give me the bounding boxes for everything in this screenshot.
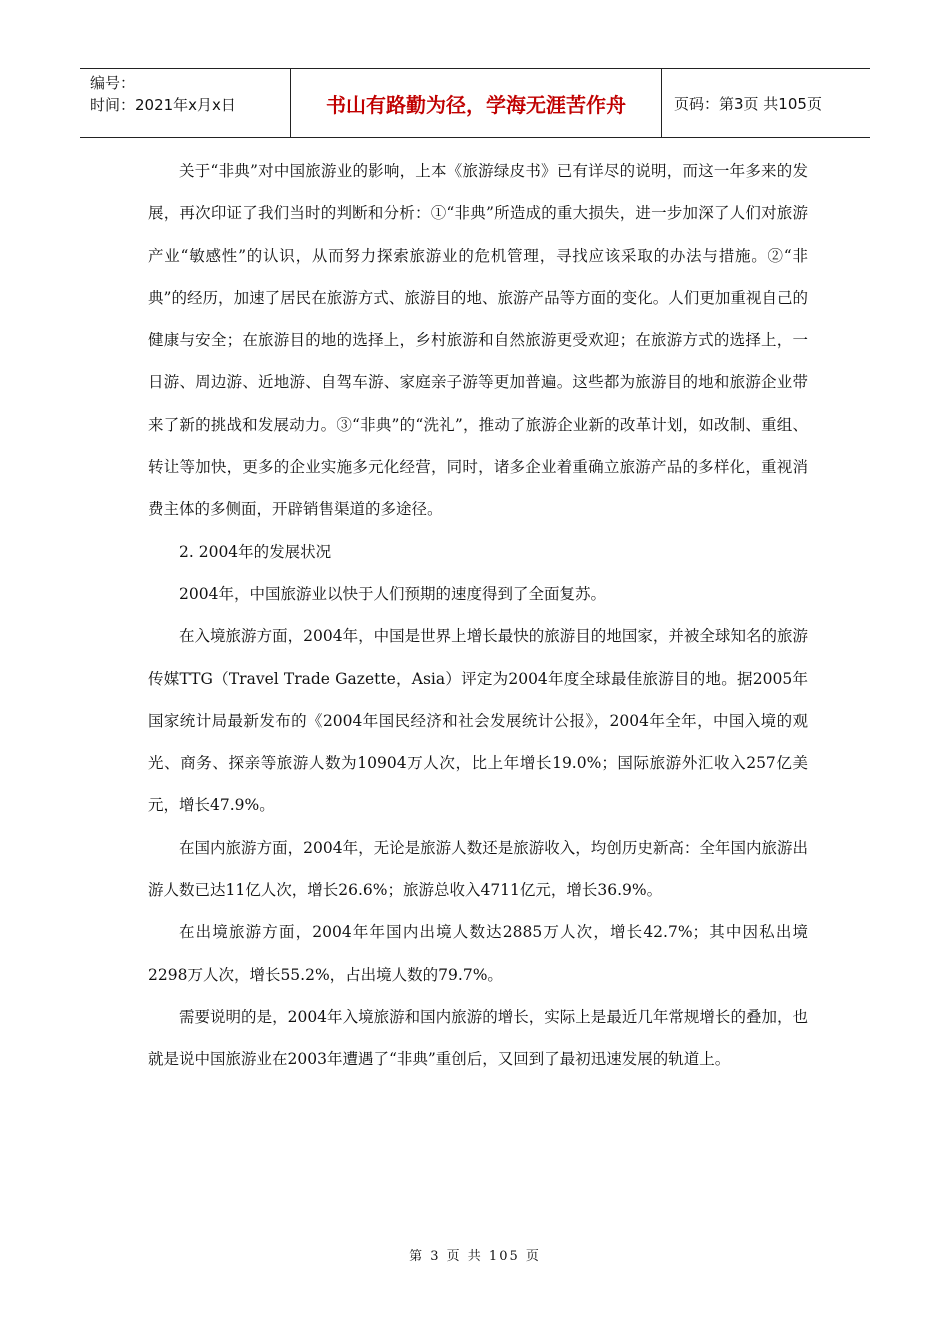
page-number-text: 页码：第3页 共105页 [674, 94, 822, 113]
motto-text: 书山有路勤为径，学海无涯苦作舟 [326, 92, 626, 117]
header-page-number [662, 69, 870, 137]
footer-page-number: 第 3 页 共 105 页 [409, 1249, 541, 1264]
page-header [80, 68, 870, 138]
document-number: 编号： [90, 74, 136, 92]
document-date: 时间：2021年x月x日 [90, 96, 236, 114]
page-footer [0, 1245, 950, 1264]
paragraph: 关于“非典”对中国旅游业的影响，上本《旅游绿皮书》已有详尽的说明，而这一年多来的发展，再次印证了我们当时的判断和分析：①“非典”所造成的重大损失，进一步加深了人们对旅游产业“敏感性”的认识，从而努力探索旅游业的危机管理，寻找应该采取的办法与措施。②“非典”的经历，加速了居民在旅游方式、旅游目的地、旅游产品等方面的变化。人们更加重视自己的健康与安全；在旅游目的地的选择上，乡村旅游和自然旅游更受欢迎；在旅游方式的选择上，一日游、周边游、近地游、自驾车游、家庭亲子游等更加普遍。这些都为旅游目的地和旅游企业带来了新的挑战和发展动力。③“非典”的“洗礼”，推动了旅游企业新的改革计划，如改制、重组、转让等加快，更多的企业实施多元化经营，同时，诸多企业着重确立旅游产品的多样化，重视消费主体的多侧面，开辟销售渠道的多途径。 [148, 162, 808, 519]
document-body [148, 150, 808, 1081]
paragraph: 在国内旅游方面，2004年，无论是旅游人数还是旅游收入，均创历史新高：全年国内旅游出游人数已达11亿人次，增长26.6%；旅游总收入4711亿元，增长36.9%。 [148, 838, 808, 900]
section-heading: 2. 2004年的发展状况 [179, 542, 332, 561]
paragraph: 在出境旅游方面，2004年年国内出境人数达2885万人次，增长42.7%；其中因私出境2298万人次，增长55.2%，占出境人数的79.7%。 [148, 923, 808, 984]
header-motto [291, 69, 662, 137]
paragraph: 需要说明的是，2004年入境旅游和国内旅游的增长，实际上是最近几年常规增长的叠加，也就是说中国旅游业在2003年遭遇了“非典”重创后，又回到了最初迅速发展的轨道上。 [148, 1007, 808, 1069]
paragraph: 在入境旅游方面，2004年，中国是世界上增长最快的旅游目的地国家，并被全球知名的旅游传媒TTG（Travel Trade Gazette，Asia）评定为2004年度全球最佳旅游目的地。据2005年国家统计局最新发布的《2004年国民经济和社会发展统计公报》，2004年全年，中国入境的观光、商务、探亲等旅游人数为10904万人次，比上年增长19.0%；国际旅游外汇收入257亿美元，增长47.9%。 [148, 627, 808, 815]
paragraph: 2004年，中国旅游业以快于人们预期的速度得到了全面复苏。 [179, 584, 606, 603]
header-meta [80, 69, 291, 137]
